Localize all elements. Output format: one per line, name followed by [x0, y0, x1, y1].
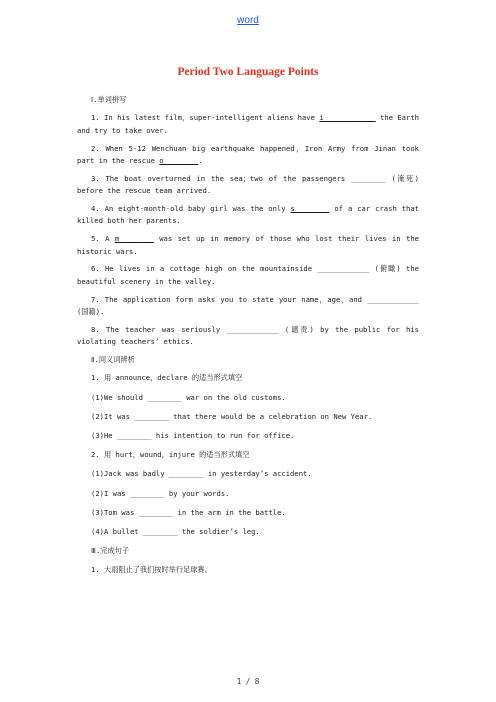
section-2-title: Ⅱ.同义词辨析 — [91, 355, 135, 365]
page-title: Period Two Language Points — [177, 66, 319, 78]
question-5: 5. A m________ was set up in memory of those who lost their lives in the historic wars. — [77, 234, 419, 256]
question-7: 7. The application form asks you to state your name，age，and ____________ (国籍). — [77, 294, 419, 317]
question-1: 1. In his latest film，super-intelligent aliens have i____________ the Earth and try to take over. — [77, 113, 419, 135]
section-3-title: Ⅲ.完成句子 — [91, 546, 130, 556]
section-1-title: Ⅰ.单词拼写 — [91, 95, 127, 104]
question-3: 3. The boat overturned in the sea；two of the passengers ________ (淹死) before the rescue team arrived. — [77, 173, 419, 196]
question-2: 2. When 5·12 Wenchuan big earthquake happened，Iron Army from Jinan took part in the rescue o________. — [77, 143, 419, 166]
page-number: 1 / 8 — [236, 677, 260, 686]
answer-hint: i____________ — [319, 113, 376, 123]
list-item: (1)We should ________ war on the old customs. — [91, 392, 286, 402]
list-item: (4)A bullet ________ the soldier’s leg. — [91, 527, 260, 537]
answer-hint: m________ — [114, 234, 154, 244]
answer-hint: o________ — [159, 156, 199, 166]
section-3-question-1: 1. 大雨阻止了我们按时举行足球赛。 — [91, 564, 212, 574]
question-4: 4. An eight-month-old baby girl was the only s________ of a car crash that killed both her parents. — [77, 204, 420, 226]
section-2-part-2-title: 2. 用 hurt，wound，injure 的适当形式填空 — [91, 450, 250, 460]
list-item: (2)I was ________ by your words. — [91, 488, 230, 498]
list-item: (3)Tom was ________ in the arm in the battle. — [91, 507, 286, 517]
header-link[interactable]: word — [237, 15, 259, 26]
question-6: 6. He lives in a cottage high on the mountainside ____________ (俯瞰) the beautiful scenery in the valley. — [77, 264, 419, 286]
list-item: (2)It was ________ that there would be a celebration on New Year. — [91, 411, 373, 421]
section-2-part-1-title: 1. 用 announce，declare 的适当形式填空 — [91, 373, 243, 383]
answer-hint: s________ — [290, 204, 330, 214]
document-body — [77, 94, 419, 581]
question-8: 8. The teacher was seriously ____________ (谴责) by the public for his violating teachers’ ethics. — [77, 324, 419, 347]
list-item: (1)Jack was badly ________ in yesterday’s accident. — [91, 469, 312, 479]
list-item: (3)He ________ his intention to run for office. — [91, 431, 295, 441]
